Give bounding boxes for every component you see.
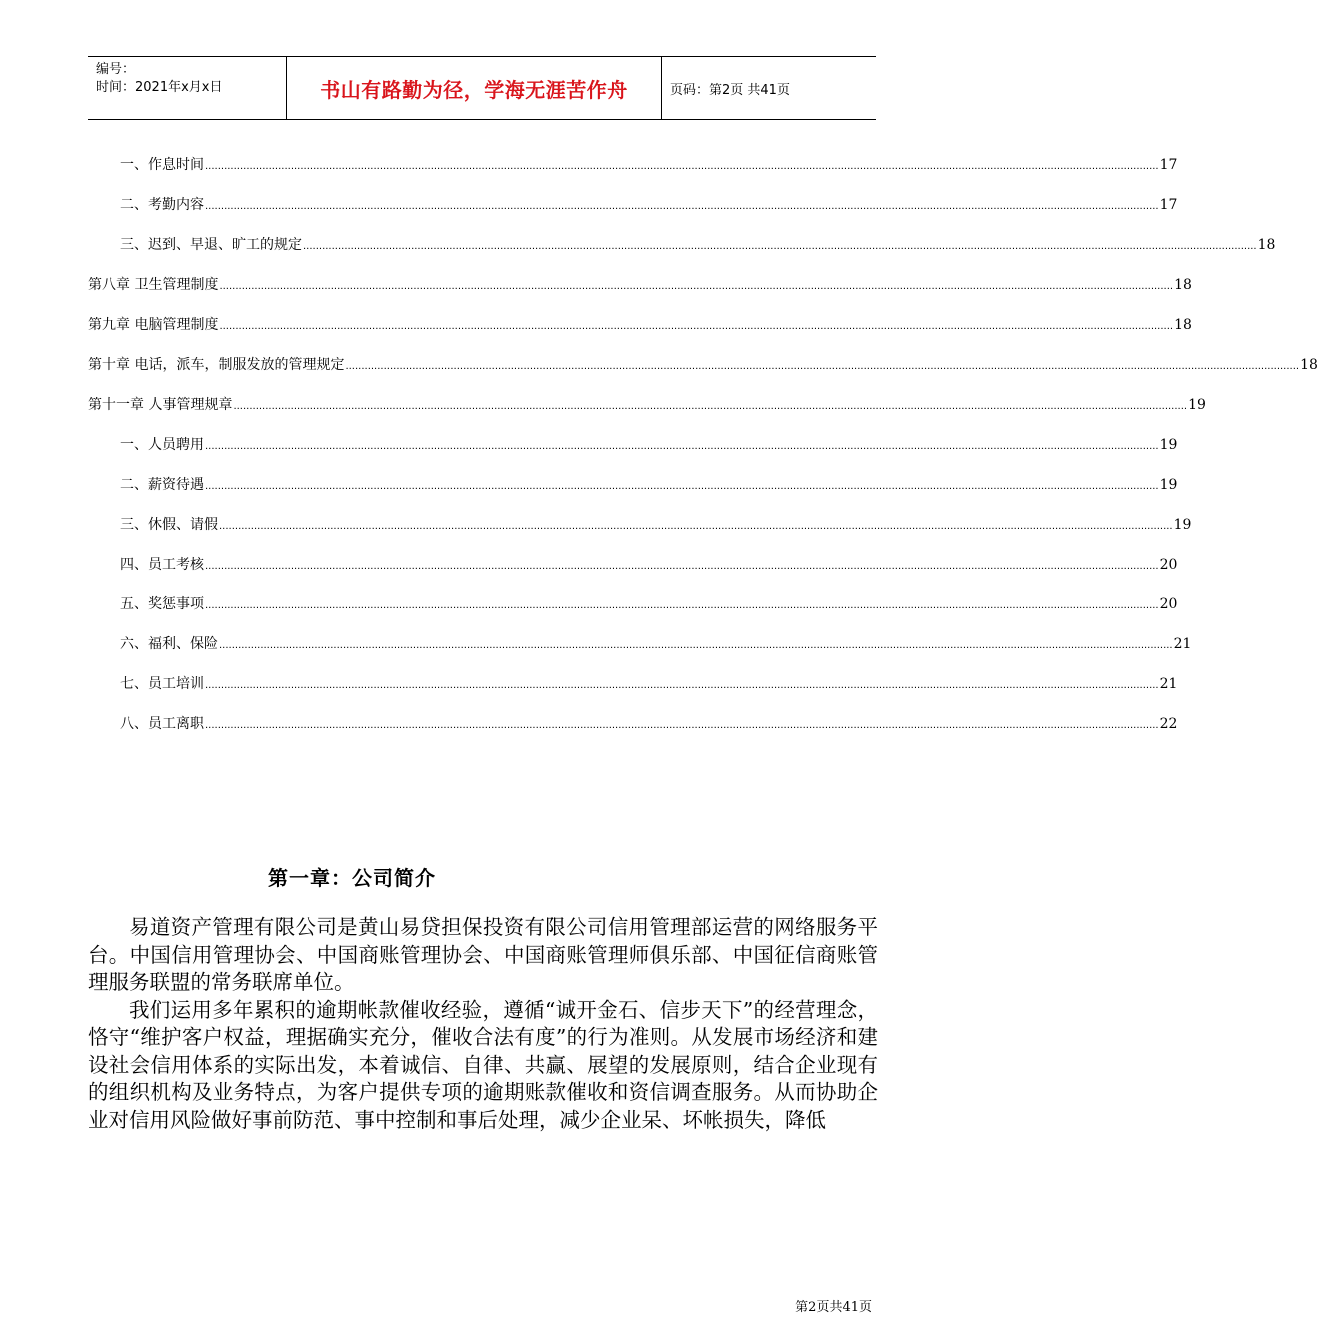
toc-entry-page: 22 [1159, 716, 1178, 733]
toc-entry-title: 第十章 电话，派车，制服发放的管理规定 [88, 356, 345, 373]
toc-entry[interactable] [88, 355, 1318, 377]
toc-entry-page: 20 [1159, 596, 1178, 613]
toc-entry-title: 八、员工离职 [120, 716, 204, 733]
toc-entry-title: 四、员工考核 [120, 556, 204, 573]
toc-leader-dots: ............................................................................................................................................................................................................................................................................................................ [219, 320, 1174, 332]
toc-entry-page: 19 [1159, 436, 1178, 453]
toc-entry[interactable] [120, 714, 1178, 736]
toc-entry-title: 二、考勤内容 [120, 196, 204, 213]
toc-entry[interactable] [120, 634, 1192, 656]
toc-leader-dots: ............................................................................................................................................................................................................................................................................................................ [205, 680, 1159, 692]
chapter-body [88, 914, 878, 1134]
toc-entry[interactable] [88, 395, 1206, 417]
toc-leader-dots: ............................................................................................................................................................................................................................................................................................................ [205, 600, 1159, 612]
toc-entry[interactable] [120, 475, 1178, 497]
toc-entry[interactable] [120, 435, 1178, 457]
toc-entry[interactable] [120, 555, 1178, 577]
time-label: 时间：2021年x月x日 [96, 80, 223, 95]
header-meta [96, 61, 286, 97]
toc-entry-page: 19 [1159, 476, 1178, 493]
toc-leader-dots: ............................................................................................................................................................................................................................................................................................................ [219, 280, 1174, 292]
page-header [88, 56, 876, 120]
toc-leader-dots: ............................................................................................................................................................................................................................................................................................................ [205, 200, 1159, 212]
toc-entry-page: 21 [1159, 676, 1178, 693]
toc-leader-dots: ............................................................................................................................................................................................................................................................................................................ [303, 240, 1257, 252]
toc-entry-title: 五、奖惩事项 [120, 596, 204, 613]
header-motto: 书山有路勤为径，学海无涯苦作舟 [286, 57, 662, 119]
chapter-title: 第一章：公司简介 [268, 866, 436, 890]
toc-leader-dots: ............................................................................................................................................................................................................................................................................................................ [233, 400, 1188, 412]
toc-leader-dots: ............................................................................................................................................................................................................................................................................................................ [205, 720, 1159, 732]
header-page-label: 页码：第2页 共41页 [670, 83, 790, 98]
toc-entry-page: 18 [1300, 356, 1318, 373]
toc-leader-dots: ............................................................................................................................................................................................................................................................................................................ [219, 520, 1173, 532]
toc-entry[interactable] [120, 195, 1178, 217]
toc-entry-title: 七、员工培训 [120, 676, 204, 693]
toc-entry[interactable] [88, 315, 1192, 337]
toc-leader-dots: ............................................................................................................................................................................................................................................................................................................ [205, 161, 1159, 172]
toc-entry[interactable] [120, 515, 1192, 537]
toc-entry-title: 三、迟到、早退、旷工的规定 [120, 236, 302, 253]
toc-entry-page: 18 [1257, 236, 1276, 253]
toc-entry-title: 第十一章 人事管理规章 [88, 396, 233, 413]
toc-entry[interactable] [120, 155, 1178, 177]
toc-entry-title: 六、福利、保险 [120, 636, 218, 653]
toc-entry-title: 二、薪资待遇 [120, 476, 204, 493]
toc-entry[interactable] [120, 674, 1178, 696]
toc-entry-title: 第九章 电脑管理制度 [88, 316, 219, 333]
toc-entry[interactable] [120, 235, 1276, 257]
toc-entry-title: 一、人员聘用 [120, 436, 204, 453]
toc-leader-dots: ............................................................................................................................................................................................................................................................................................................ [345, 360, 1300, 372]
toc-leader-dots: ............................................................................................................................................................................................................................................................................................................ [205, 480, 1159, 492]
toc-entry[interactable] [88, 275, 1192, 297]
toc-entry-page: 19 [1188, 396, 1206, 413]
toc-entry-page: 18 [1174, 276, 1192, 293]
toc-leader-dots: ............................................................................................................................................................................................................................................................................................................ [205, 440, 1159, 452]
toc-entry-page: 18 [1174, 316, 1192, 333]
body-paragraph: 易道资产管理有限公司是黄山易贷担保投资有限公司信用管理部运营的网络服务平台。中国信用管理协会、中国商账管理协会、中国商账管理师俱乐部、中国征信商账管理服务联盟的常务联席单位。 [88, 915, 878, 994]
toc-entry-title: 一、作息时间 [120, 157, 204, 173]
body-paragraph: 我们运用多年累积的逾期帐款催收经验，遵循“诚开金石、信步天下”的经营理念，恪守“维护客户权益，理据确实充分，催收合法有度”的行为准则。从发展市场经济和建设社会信用体系的实际出发，本着诚信、自律、共赢、展望的发展原则，结合企业现有的组织机构及业务特点，为客户提供专项的逾期账款催收和资信调查服务。从而协助企业对信用风险做好事前防范、事中控制和事后处理，减少企业呆、坏帐损失，降低 [88, 997, 878, 1132]
toc-entry-title: 三、休假、请假 [120, 516, 218, 533]
page-footer: 第2页共41页 [795, 1300, 872, 1315]
toc-entry-page: 21 [1173, 636, 1192, 653]
toc-entry-title: 第八章 卫生管理制度 [88, 276, 219, 293]
toc-entry-page: 19 [1173, 516, 1192, 533]
toc-leader-dots: ............................................................................................................................................................................................................................................................................................................ [219, 640, 1173, 652]
toc-leader-dots: ............................................................................................................................................................................................................................................................................................................ [205, 560, 1159, 572]
toc-entry[interactable] [120, 594, 1178, 616]
toc-entry-page: 17 [1159, 157, 1178, 173]
toc-entry-page: 17 [1159, 196, 1178, 213]
toc-entry-page: 20 [1159, 556, 1178, 573]
number-label: 编号： [96, 62, 136, 77]
